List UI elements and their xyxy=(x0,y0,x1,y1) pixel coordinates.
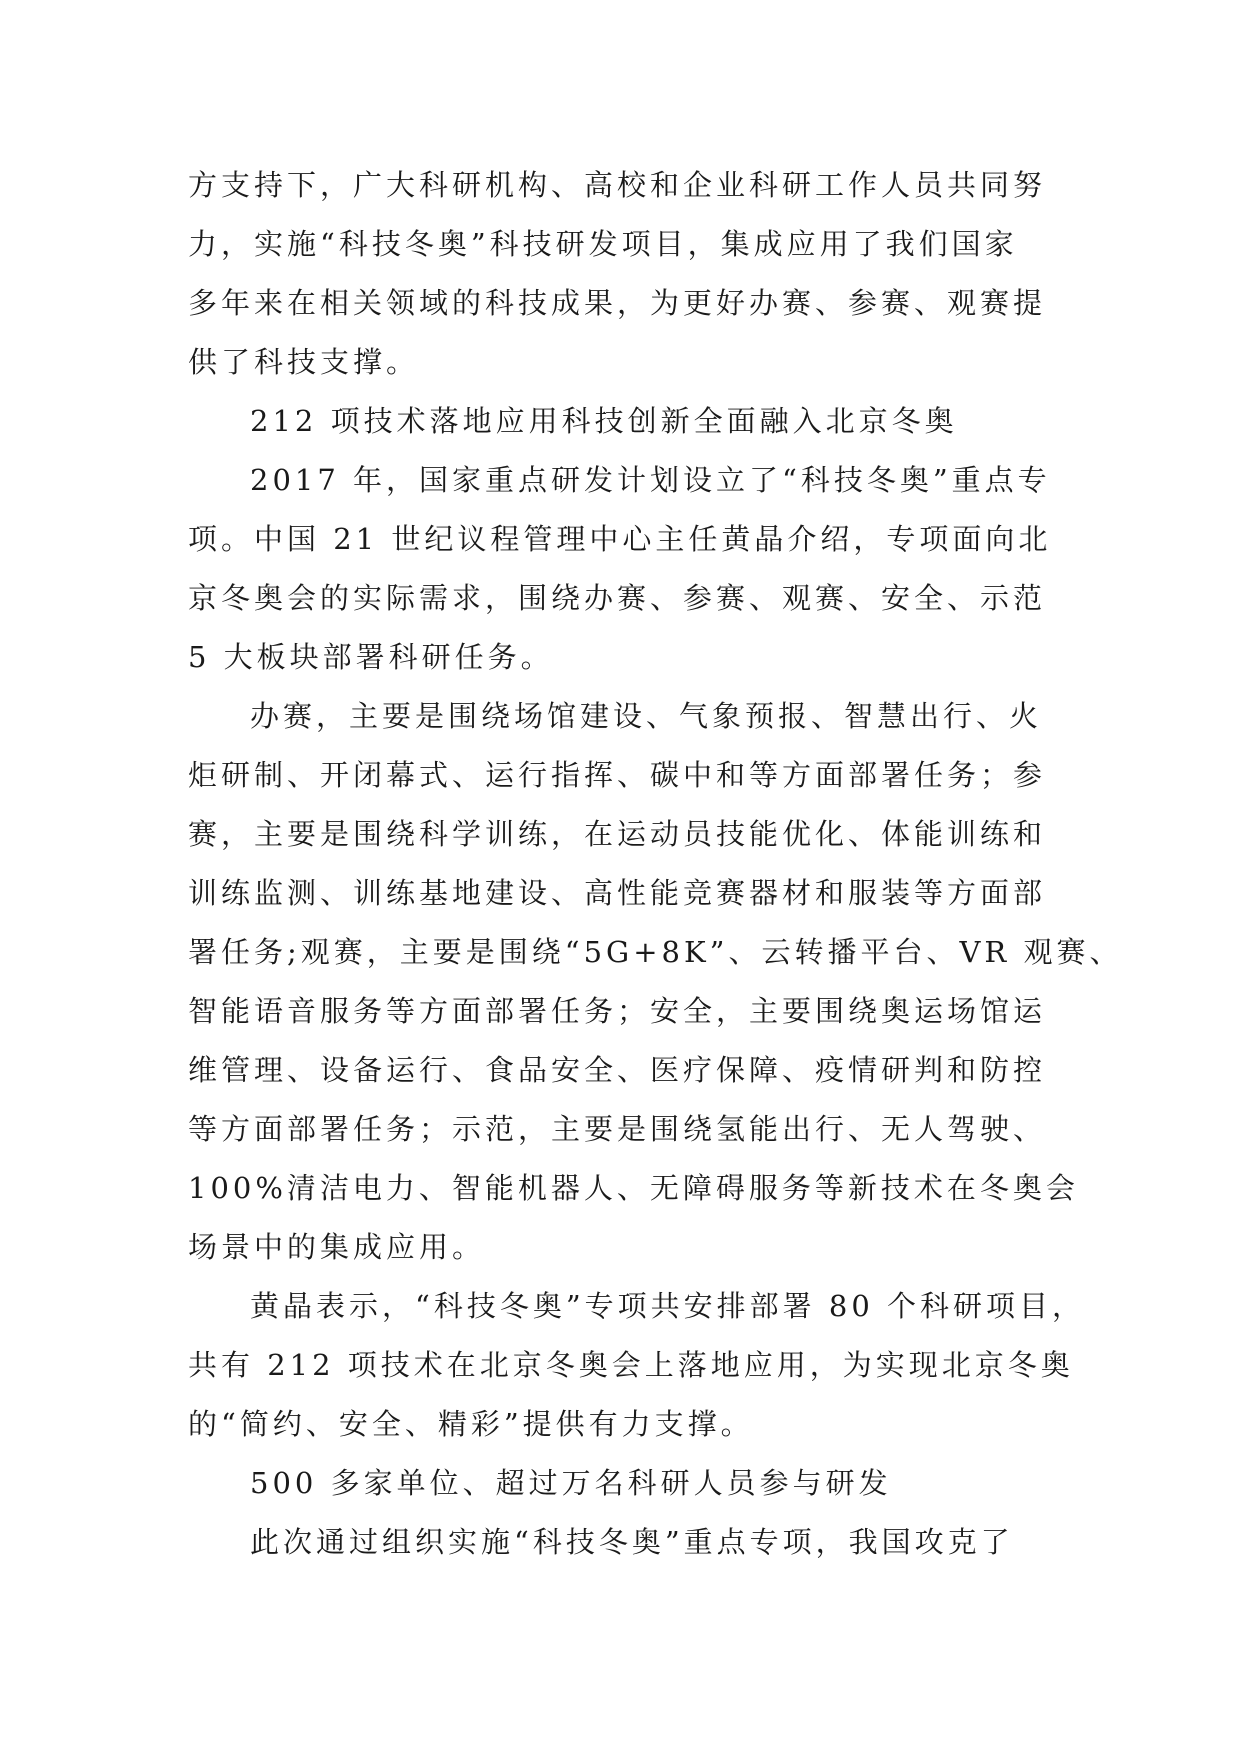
text-line: 等方面部署任务；示范，主要是围绕氢能出行、无人驾驶、 xyxy=(188,1112,1047,1146)
text-line: 训练监测、训练基地建设、高性能竞赛器材和服装等方面部 xyxy=(188,876,1047,910)
text-line: 智能语音服务等方面部署任务；安全，主要围绕奥运场馆运 xyxy=(188,994,1047,1028)
text-line: 炬研制、开闭幕式、运行指挥、碳中和等方面部署任务；参 xyxy=(188,758,1047,792)
text-line: 黄晶表示，“科技冬奥”专项共安排部署 80 个科研项目， xyxy=(250,1289,1085,1323)
text-line: 办赛，主要是围绕场馆建设、气象预报、智慧出行、火 xyxy=(250,699,1043,733)
text-line: 2017 年，国家重点研发计划设立了“科技冬奥”重点专 xyxy=(250,463,1051,497)
text-line: 供了科技支撑。 xyxy=(188,345,420,379)
text-line: 500 多家单位、超过万名科研人员参与研发 xyxy=(250,1466,892,1500)
text-line: 212 项技术落地应用科技创新全面融入北京冬奥 xyxy=(250,404,958,438)
text-line: 场景中的集成应用。 xyxy=(188,1230,486,1264)
text-line: 此次通过组织实施“科技冬奥”重点专项，我国攻克了 xyxy=(250,1525,1014,1559)
text-line: 项。中国 21 世纪议程管理中心主任黄晶介绍，专项面向北 xyxy=(188,522,1052,556)
text-line: 维管理、设备运行、食品安全、医疗保障、疫情研判和防控 xyxy=(188,1053,1047,1087)
text-line: 的“简约、安全、精彩”提供有力支撑。 xyxy=(188,1407,754,1441)
text-line: 共有 212 项技术在北京冬奥会上落地应用，为实现北京冬奥 xyxy=(188,1348,1074,1382)
text-line: 5 大板块部署科研任务。 xyxy=(188,640,554,674)
text-line: 赛，主要是围绕科学训练，在运动员技能优化、体能训练和 xyxy=(188,817,1047,851)
text-line: 署任务;观赛，主要是围绕“5G+8K”、云转播平台、VR 观赛、 xyxy=(188,935,1123,969)
body-text xyxy=(188,156,1123,1572)
text-line: 力，实施“科技冬奥”科技研发项目，集成应用了我们国家 xyxy=(188,227,1018,261)
text-line: 京冬奥会的实际需求，围绕办赛、参赛、观赛、安全、示范 xyxy=(188,581,1047,615)
text-line: 多年来在相关领域的科技成果，为更好办赛、参赛、观赛提 xyxy=(188,286,1047,320)
text-line: 方支持下，广大科研机构、高校和企业科研工作人员共同努 xyxy=(188,168,1047,202)
text-line: 100%清洁电力、智能机器人、无障碍服务等新技术在冬奥会 xyxy=(188,1171,1079,1205)
